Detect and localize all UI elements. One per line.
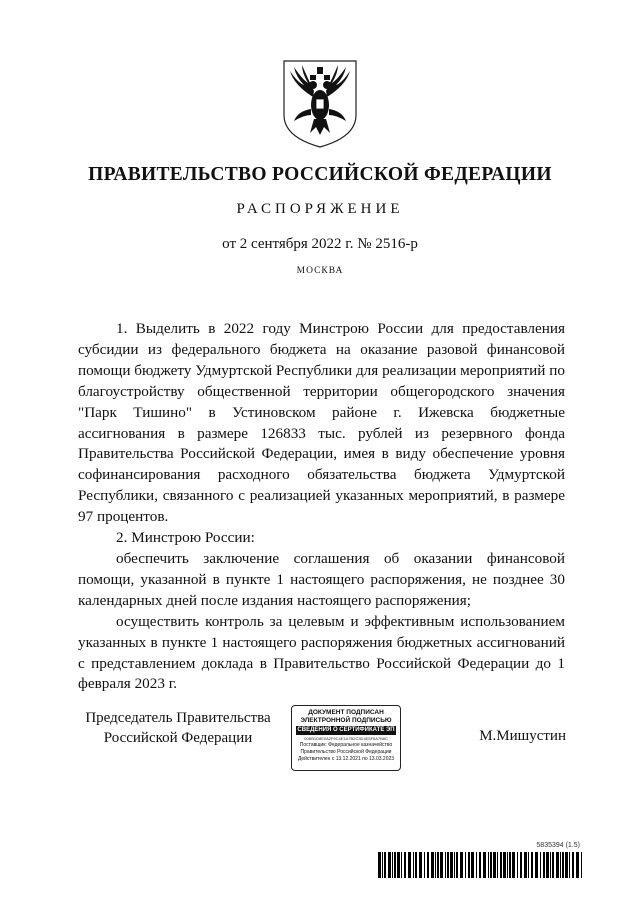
position-line-1: Председатель Правительства <box>85 710 271 726</box>
paragraph-2: 2. Минстрою России: <box>116 529 255 547</box>
barcode-number: 5835394 (1.5) <box>536 842 580 849</box>
signatory-position <box>78 708 278 748</box>
electronic-signature-stamp <box>291 705 401 771</box>
position-line-2: Российской Федерации <box>103 730 253 746</box>
stamp-line-3: СВЕДЕНИЯ О СЕРТИФИКАТЕ ЭП <box>297 727 395 733</box>
paragraph-1: 1. Выделить в 2022 году Минстрою России для предоставления субсидии из федерального бюджета на оказание разовой финансовой помощи бюджету Удмуртской Республики для реализации мероприятий по благоустройству общественной территории общегородского значения "Парк Тишино" в Устиновском районе г. Ижевска бюджетные ассигнования в размере 126833 тыс. рублей из резервного фонда Правительства Российской Федерации, имея в виду обеспечение уровня софинансирования расходного обязательства бюджета Удмуртской Республики, связанного с реализацией указанных мероприятий, в размере 97 процентов. <box>78 320 565 526</box>
stamp-issuer: Поставщик: Федеральное казначейство <box>299 742 393 748</box>
paragraph-3: обеспечить заключение соглашения об оказании финансовой помощи, указанной в пункте 1 настоящего распоряжения, не позднее 30 календарных дней после издания настоящего распоряжения; <box>78 549 565 609</box>
barcode-icon <box>378 852 585 878</box>
stamp-owner: Правительство Российской Федерации <box>300 749 392 755</box>
paragraph-4: осуществить контроль за целевым и эффективным использованием указанных в пункте 1 настоящего распоряжения бюджетных ассигнований с представлением доклада в Правительство Российской Федерации до 1 февраля 2023 г. <box>78 612 565 693</box>
document-type: РАСПОРЯЖЕНИЕ <box>236 201 404 217</box>
stamp-line-2: ЭЛЕКТРОННОЙ ПОДПИСЬЮ <box>300 717 392 724</box>
document-body <box>78 319 565 695</box>
signatory-name: М.Мишустин <box>479 728 566 744</box>
date-and-number: от 2 сентября 2022 г. № 2516-р <box>222 236 418 252</box>
stamp-line-1: ДОКУМЕНТ ПОДПИСАН <box>308 709 384 716</box>
stamp-serial: 00BB1D8E0A2F9C4E1A7B2C3D4E5F6A7B8C <box>304 736 388 741</box>
city-name: МОСКВА <box>296 266 344 276</box>
stamp-validity: Действителен с 13.12.2021 по 13.03.2023 <box>297 756 395 762</box>
government-title: ПРАВИТЕЛЬСТВО РОССИЙСКОЙ ФЕДЕРАЦИИ <box>88 164 552 185</box>
coat-of-arms-icon <box>280 57 360 149</box>
